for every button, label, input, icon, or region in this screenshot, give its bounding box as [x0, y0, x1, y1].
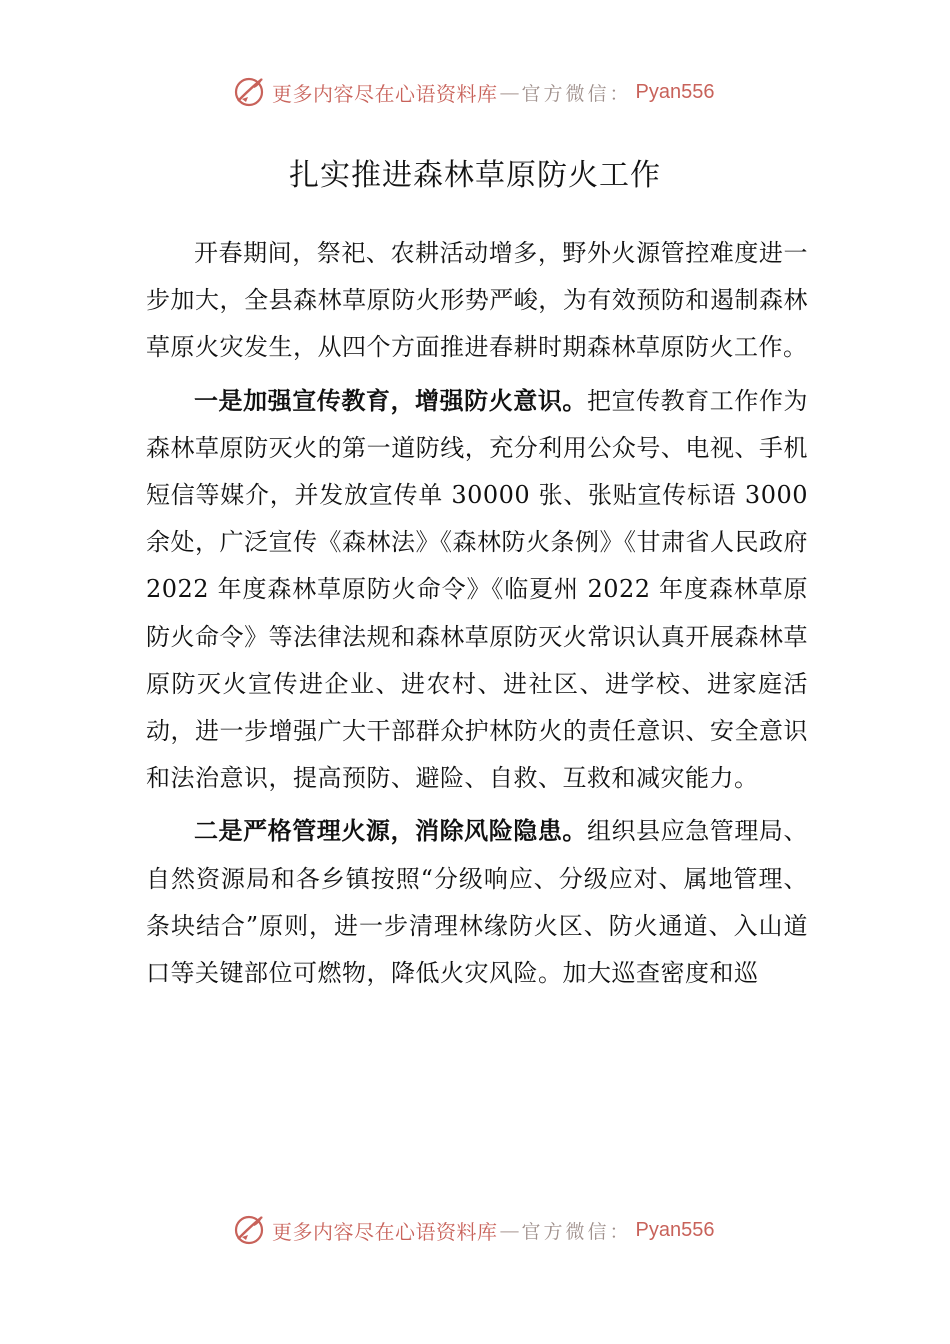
- banner-text: 更多内容尽在心语资料库: [272, 81, 498, 106]
- header-banner: [232, 72, 752, 112]
- paragraph-point-two: [146, 808, 808, 997]
- document-title: 扎实推进森林草原防火工作: [289, 158, 661, 193]
- banner-wechat-id: Pyan556: [635, 80, 715, 103]
- footer-banner: [232, 1210, 752, 1250]
- paragraph-point-one: [146, 378, 808, 803]
- banner-separator: —: [499, 80, 520, 104]
- banner-label: 官方微信：: [521, 82, 632, 105]
- banner-label: 官方微信：: [521, 1220, 632, 1243]
- quill-logo-icon: [232, 1213, 266, 1247]
- banner-separator: —: [499, 1218, 520, 1242]
- banner-wechat-id: Pyan556: [635, 1218, 715, 1241]
- paragraph-lead: 一是加强宣传教育，增强防火意识。: [194, 386, 587, 415]
- paragraph-intro: [146, 230, 808, 372]
- paragraph-text: 开春期间，祭祀、农耕活动增多，野外火源管控难度进一步加大，全县森林草原防火形势严峻，为有效预防和遏制森林草原火灾发生，从四个方面推进春耕时期森林草原防火工作。: [146, 239, 808, 362]
- document-body: [146, 230, 808, 1003]
- paragraph-text: 组织县应急管理局、自然资源局和各乡镇按照“分级响应、分级应对、属地管理、条块结合”原则，进一步清理林缘防火区、防火通道、入山道口等关键部位可燃物，降低火灾风险。加大巡查密度和巡: [146, 817, 808, 988]
- paragraph-text: 把宣传教育工作作为森林草原防灭火的第一道防线，充分利用公众号、电视、手机短信等媒介，并发放宣传单 30000 张、张贴宣传标语 3000 余处，广泛宣传《森林法》《森林防火条例》《甘肃省人民政府 2022 年度森林草原防火命令》《临夏州 2022 年度森林草原防火命令》等法律法规和森林草原防灭火常识认真开展森林草原防灭火宣传进企业、进农村、进社区、进学校、进家庭活动，进一步增强广大干部群众护林防火的责任意识、安全意识和法治意识，提高预防、避险、自救、互救和减灾能力。: [146, 386, 808, 793]
- quill-logo-icon: [232, 75, 266, 109]
- paragraph-lead: 二是严格管理火源，消除风险隐患。: [194, 817, 587, 846]
- banner-text: 更多内容尽在心语资料库: [272, 1219, 498, 1244]
